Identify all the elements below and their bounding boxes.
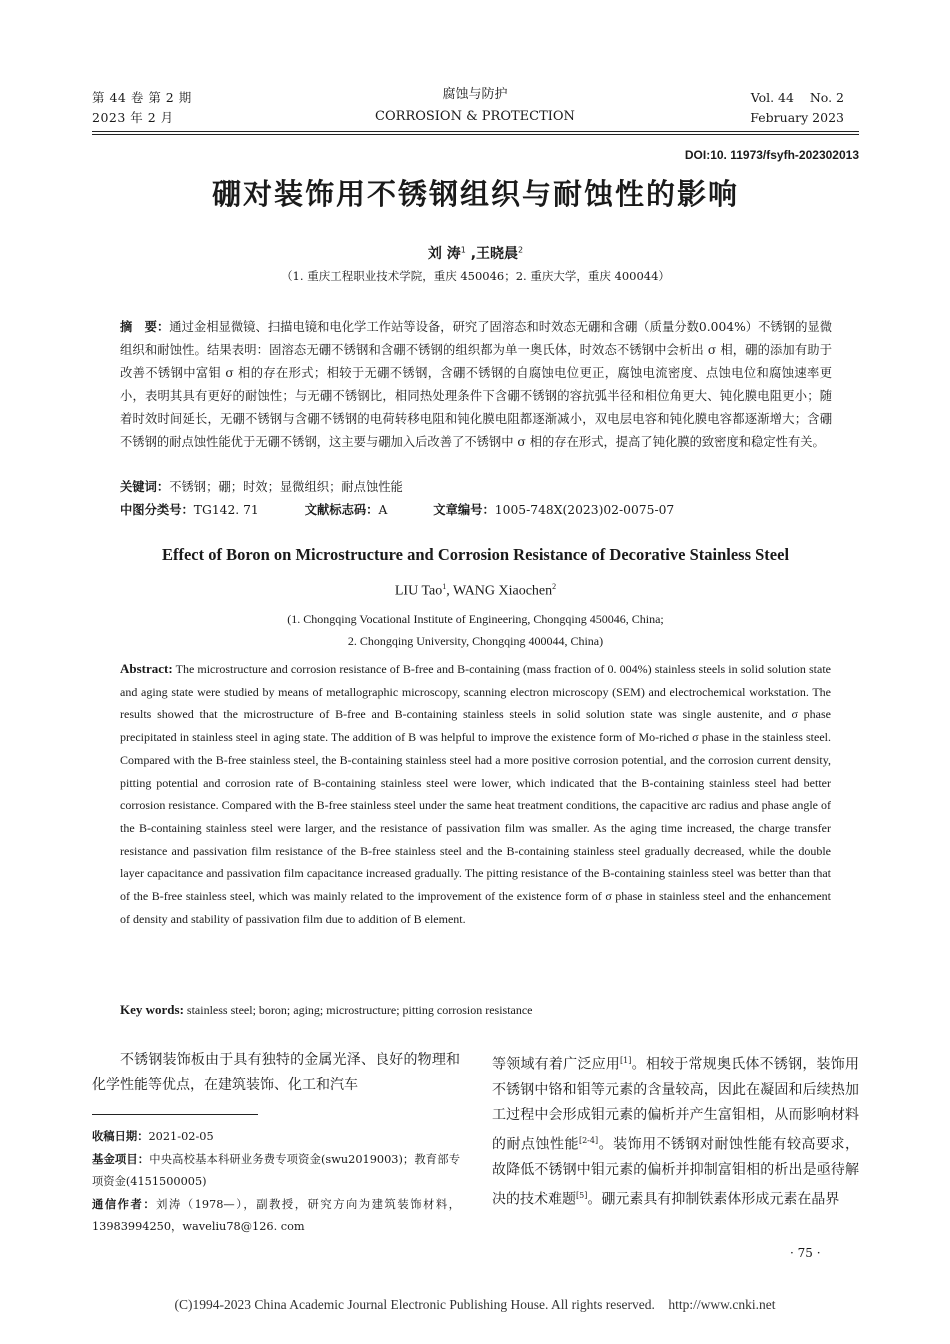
author-sep: , xyxy=(465,246,477,262)
doi[interactable]: DOI:10. 11973/fsyfh-202302013 xyxy=(684,148,859,162)
abstract-text: 通过金相显微镜、扫描电镜和电化学工作站等设备，研究了固溶态和时效态无硼和含硼（质量分数0.004%）不锈钢的显微组织和耐蚀性。结果表明：固溶态无硼不锈钢和含硼不锈钢的组织都为单一奥氏体，时效态不锈钢中会析出 σ 相，硼的添加有助于改善不锈钢中富钼 σ 相的存在形式；相较于无硼不锈钢，含硼不锈钢的自腐蚀电位更正，腐蚀电流密度、点蚀电位和腐蚀速率更小，表明其具有更好的耐蚀性；与无硼不锈钢比，相同热处理条件下含硼不锈钢的容抗弧半径和相位角更大、钝化膜电阻更小；随着时效时间延长，无硼不锈钢与含硼不锈钢的电荷转移电阻和钝化膜电阻都逐渐减小，双电层电容和钝化膜电容都逐渐增大；含硼不锈钢的耐点蚀性能优于无硼不锈钢，这主要与硼加入后改善了不锈钢中 σ 相的存在形式，提高了钝化膜的致密度和稳定性有关。 xyxy=(120,320,832,449)
affiliation-line: (1. Chongqing Vocational Institute of Engineering, Chongqing 450046, China; xyxy=(287,612,664,626)
abstract-en-label: Abstract: xyxy=(120,661,173,676)
affiliations-cn: （1. 重庆工程职业技术学院，重庆 450046；2. 重庆大学，重庆 400044） xyxy=(281,269,670,283)
abstract-en-text: The microstructure and corrosion resistance of B-free and B-containing (mass fraction of 0. 004%) stainless steels in solid solution state and aging state were studied by means of metallographic microscopy, scanning electron microscopy (SEM) and electrochemical workstation. The results showed that the microstructure of B-free and B-containing stainless steels in solid solution state was single austenite, and σ phase precipitated in stainless steel in aging state. The addition of B was helpful to improve the existence form of Mo-riched σ phase in the stainless steel. Compared with the B-free stainless steel, the B-containing stainless steel had a more positive corrosion potential, and the corrosion current density, pitting potential and corrosion rate of B-containing stainless steel were lower, which indicated that the B-containing stainless steel had better corrosion resistance. Compared with the B-free stainless steel under the same heat treatment conditions, the capacitive arc radius and phase angle of the B-containing stainless steel were larger, and the resistance of passivation film was smaller. As the aging time increased, the charge transfer resistance and passivation film resistance of the B-free stainless steel and the B-containing stainless steel gradually decreased, while the double layer capacitance and passivation film capacitance increased gradually. The pitting resistance of the B-containing stainless steel was better than that of the B-free stainless steel, which was mainly related to the improvement of the existence form of σ phase in stainless steel and the enhancement of density and stability of passivation film due to addition of B element. xyxy=(120,662,831,926)
received-date: 2021-02-05 xyxy=(148,1130,214,1143)
keywords-cn xyxy=(120,477,832,495)
footnote-rule xyxy=(92,1114,258,1115)
body-right-column xyxy=(492,1048,859,1213)
citation-ref[interactable]: [1] xyxy=(620,1056,632,1065)
date-cn: 2023 年 2 月 xyxy=(92,110,174,125)
received-label: 收稿日期： xyxy=(92,1130,149,1143)
author-sup: 1 xyxy=(442,582,447,591)
doc-code-label: 文献标志码： xyxy=(304,503,379,517)
journal-name xyxy=(350,84,600,128)
affiliation-line: 2. Chongqing University, Chongqing 400044, China) xyxy=(347,634,604,648)
doc-code-value: A xyxy=(378,503,388,517)
article-number-label: 文章编号： xyxy=(433,503,495,517)
citation-ref[interactable]: [2-4] xyxy=(578,1136,599,1146)
footnotes xyxy=(92,1126,460,1239)
body-text: 。硼元素具有抑制铁素体形成元素在晶界 xyxy=(587,1191,840,1208)
citation-ref[interactable]: [5] xyxy=(576,1191,588,1201)
keywords-en xyxy=(120,1002,831,1018)
corr-label: 通信作者： xyxy=(92,1197,157,1211)
authors-en xyxy=(92,582,859,600)
author-sup: 2 xyxy=(518,245,524,255)
fund-text: 中央高校基本科研业务费专项资金(swu2019003)；教育部专项资金(4151500005) xyxy=(92,1152,460,1188)
authors-cn xyxy=(92,243,859,263)
author-sep: , xyxy=(446,583,453,599)
keywords-label: 关键词： xyxy=(120,480,170,494)
abstract-label: 摘 要： xyxy=(120,320,170,334)
header-rule xyxy=(92,131,859,132)
keywords-en-label: Key words: xyxy=(120,1002,184,1017)
keywords-text: 不锈钢；硼；时效；显微组织；耐点蚀性能 xyxy=(169,480,403,494)
keywords-en-text: stainless steel; boron; aging; microstructure; pitting corrosion resistance xyxy=(183,1003,533,1017)
author-sup: 1 xyxy=(460,245,466,255)
abstract-en xyxy=(120,658,831,930)
affiliations-en xyxy=(92,608,859,652)
copyright-footer: (C)1994-2023 China Academic Journal Electronic Publishing House. All rights reserved. http://www.cnki.net xyxy=(174,1297,776,1312)
classification-row xyxy=(120,500,832,518)
author-name: WANG Xiaochen xyxy=(452,583,553,599)
footnote-received xyxy=(92,1126,460,1149)
author-name: 王晓晨 xyxy=(476,246,519,262)
author-sup: 2 xyxy=(552,582,557,591)
header-rule xyxy=(92,134,859,135)
body-text: 。装饰用不锈钢对耐蚀性能有较高要求，故降低不锈钢中钼元素的偏析并抑制富钼相的析出是亟待解决的技术难题 xyxy=(492,1136,859,1208)
volume-cn: 第 44 卷 第 2 期 xyxy=(92,90,192,105)
body-text: 。相较于常规奥氏体不锈钢，装饰用不锈钢中铬和钼等元素的含量较高，因此在凝固和后续热加工过程中会形成钼元素的偏析并产生富钼相，从而影响材料的耐点蚀性能 xyxy=(492,1056,860,1153)
date-en: February 2023 xyxy=(750,110,844,125)
page-number: · 75 · xyxy=(790,1246,821,1260)
body-left-column xyxy=(92,1048,460,1097)
clc-label: 中图分类号： xyxy=(120,503,194,517)
author-name: LIU Tao xyxy=(394,583,443,599)
journal-en: CORROSION & PROTECTION xyxy=(375,109,575,124)
journal-cn: 腐蚀与防护 xyxy=(442,87,508,102)
corr-text: 刘涛（1978—），副教授，研究方向为建筑装饰材料，13983994250，waveliu78@126. com xyxy=(92,1197,460,1233)
abstract-cn xyxy=(120,316,832,454)
article-number-value: 1005-748X(2023)02-0075-07 xyxy=(494,503,675,517)
page-title: 硼对装饰用不锈钢组织与耐蚀性的影响 xyxy=(211,177,739,211)
header-volume-info-en xyxy=(750,88,844,128)
body-paragraph: 不锈钢装饰板由于具有独特的金属光泽、良好的物理和化学性能等优点，在建筑装饰、化工和汽车 xyxy=(92,1052,460,1093)
clc-value: TG142. 71 xyxy=(193,503,259,517)
fund-label: 基金项目： xyxy=(92,1152,150,1166)
title-en: Effect of Boron on Microstructure and Corrosion Resistance of Decorative Stainless Steel xyxy=(161,545,790,564)
author-name: 刘 涛 xyxy=(427,246,461,262)
header-volume-info xyxy=(92,88,192,128)
body-text: 等领域有着广泛应用 xyxy=(492,1056,621,1073)
footnote-corresponding xyxy=(92,1194,460,1239)
footnote-fund xyxy=(92,1149,460,1194)
volume-en: Vol. 44 No. 2 xyxy=(750,90,844,105)
